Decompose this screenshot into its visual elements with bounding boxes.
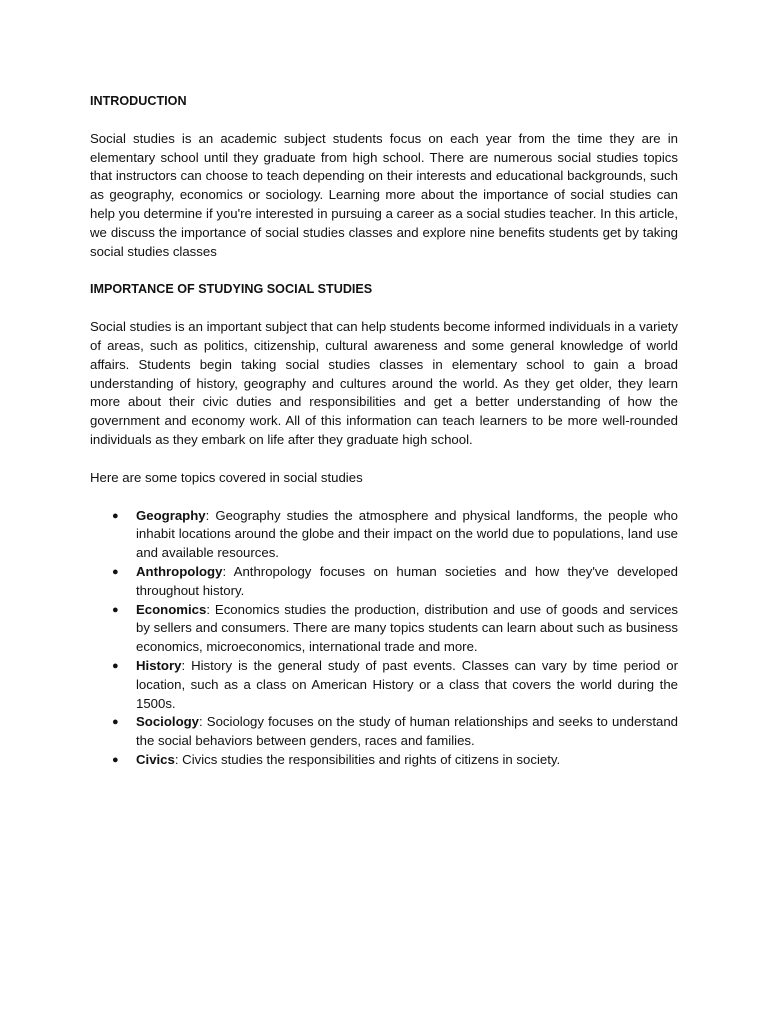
document-page [90,92,678,770]
topic-description: : Anthropology focuses on human societies and how they've developed throughout history. [136,563,678,598]
list-item-anthropology [90,563,678,601]
topic-description: : History is the general study of past events. Classes can vary by time period or location, such as a class on American History or a class that covers the world during the 1500s. [136,657,678,711]
topic-description: : Economics studies the production, distribution and use of goods and services by sellers and consumers. There are many topics students can learn about such as business economics, microeconomics, international trade and more. [136,601,678,655]
intro-heading: INTRODUCTION [90,94,187,108]
topic-term: Sociology [136,714,200,730]
list-item-history [90,657,678,713]
list-item-geography [90,507,678,563]
bullet-icon: ● [112,659,119,672]
bullet-icon: ● [112,716,119,729]
topic-term: Economics [136,601,207,617]
list-item-sociology [90,713,678,751]
importance-heading: IMPORTANCE OF STUDYING SOCIAL STUDIES [90,282,373,297]
bullet-icon: ● [112,565,119,578]
bullet-icon: ● [112,603,119,616]
list-item-economics [90,601,678,657]
intro-paragraph: Social studies is an academic subject students focus on each year from the time they are in elementary school until they graduate from high school. There are numerous social studies topics that instructors can choose to teach depending on their interests and educational backgrounds, such as geography, economics or sociology. Learning more about the importance of social studies can help you determine if you're interested in pursuing a career as a social studies teacher. In this article, we discuss the importance of social studies classes and explore nine benefits students get by taking social studies classes [90,130,678,259]
topic-term: Anthropology [136,563,223,579]
topic-term: History [136,657,182,673]
list-item-civics [90,751,678,770]
topic-term: Geography [136,507,206,523]
topics-intro: Here are some topics covered in social studies [90,469,363,485]
bullet-icon: ● [112,753,119,766]
topic-description: : Civics studies the responsibilities and rights of citizens in society. [174,751,561,767]
topic-description: : Sociology focuses on the study of human relationships and seeks to understand the social behaviors between genders, races and families. [136,714,678,749]
topic-term: Civics [136,751,175,767]
topic-description: : Geography studies the atmosphere and physical landforms, the people who inhabit locations around the globe and their impact on the world due to populations, land use and available resources. [136,507,678,561]
importance-paragraph: Social studies is an important subject that can help students become informed individuals in a variety of areas, such as politics, citizenship, cultural awareness and some general knowledge of world affairs. Students begin taking social studies classes in elementary school to gain a broad understanding of history, geography and cultures around the world. As they get older, they learn more about their civic duties and responsibilities and get a better understanding of how the government and economy work. All of this information can teach learners to be more well-rounded individuals as they embark on life after they graduate high school. [90,319,678,447]
bullet-icon: ● [112,509,119,522]
topics-list [90,507,678,770]
